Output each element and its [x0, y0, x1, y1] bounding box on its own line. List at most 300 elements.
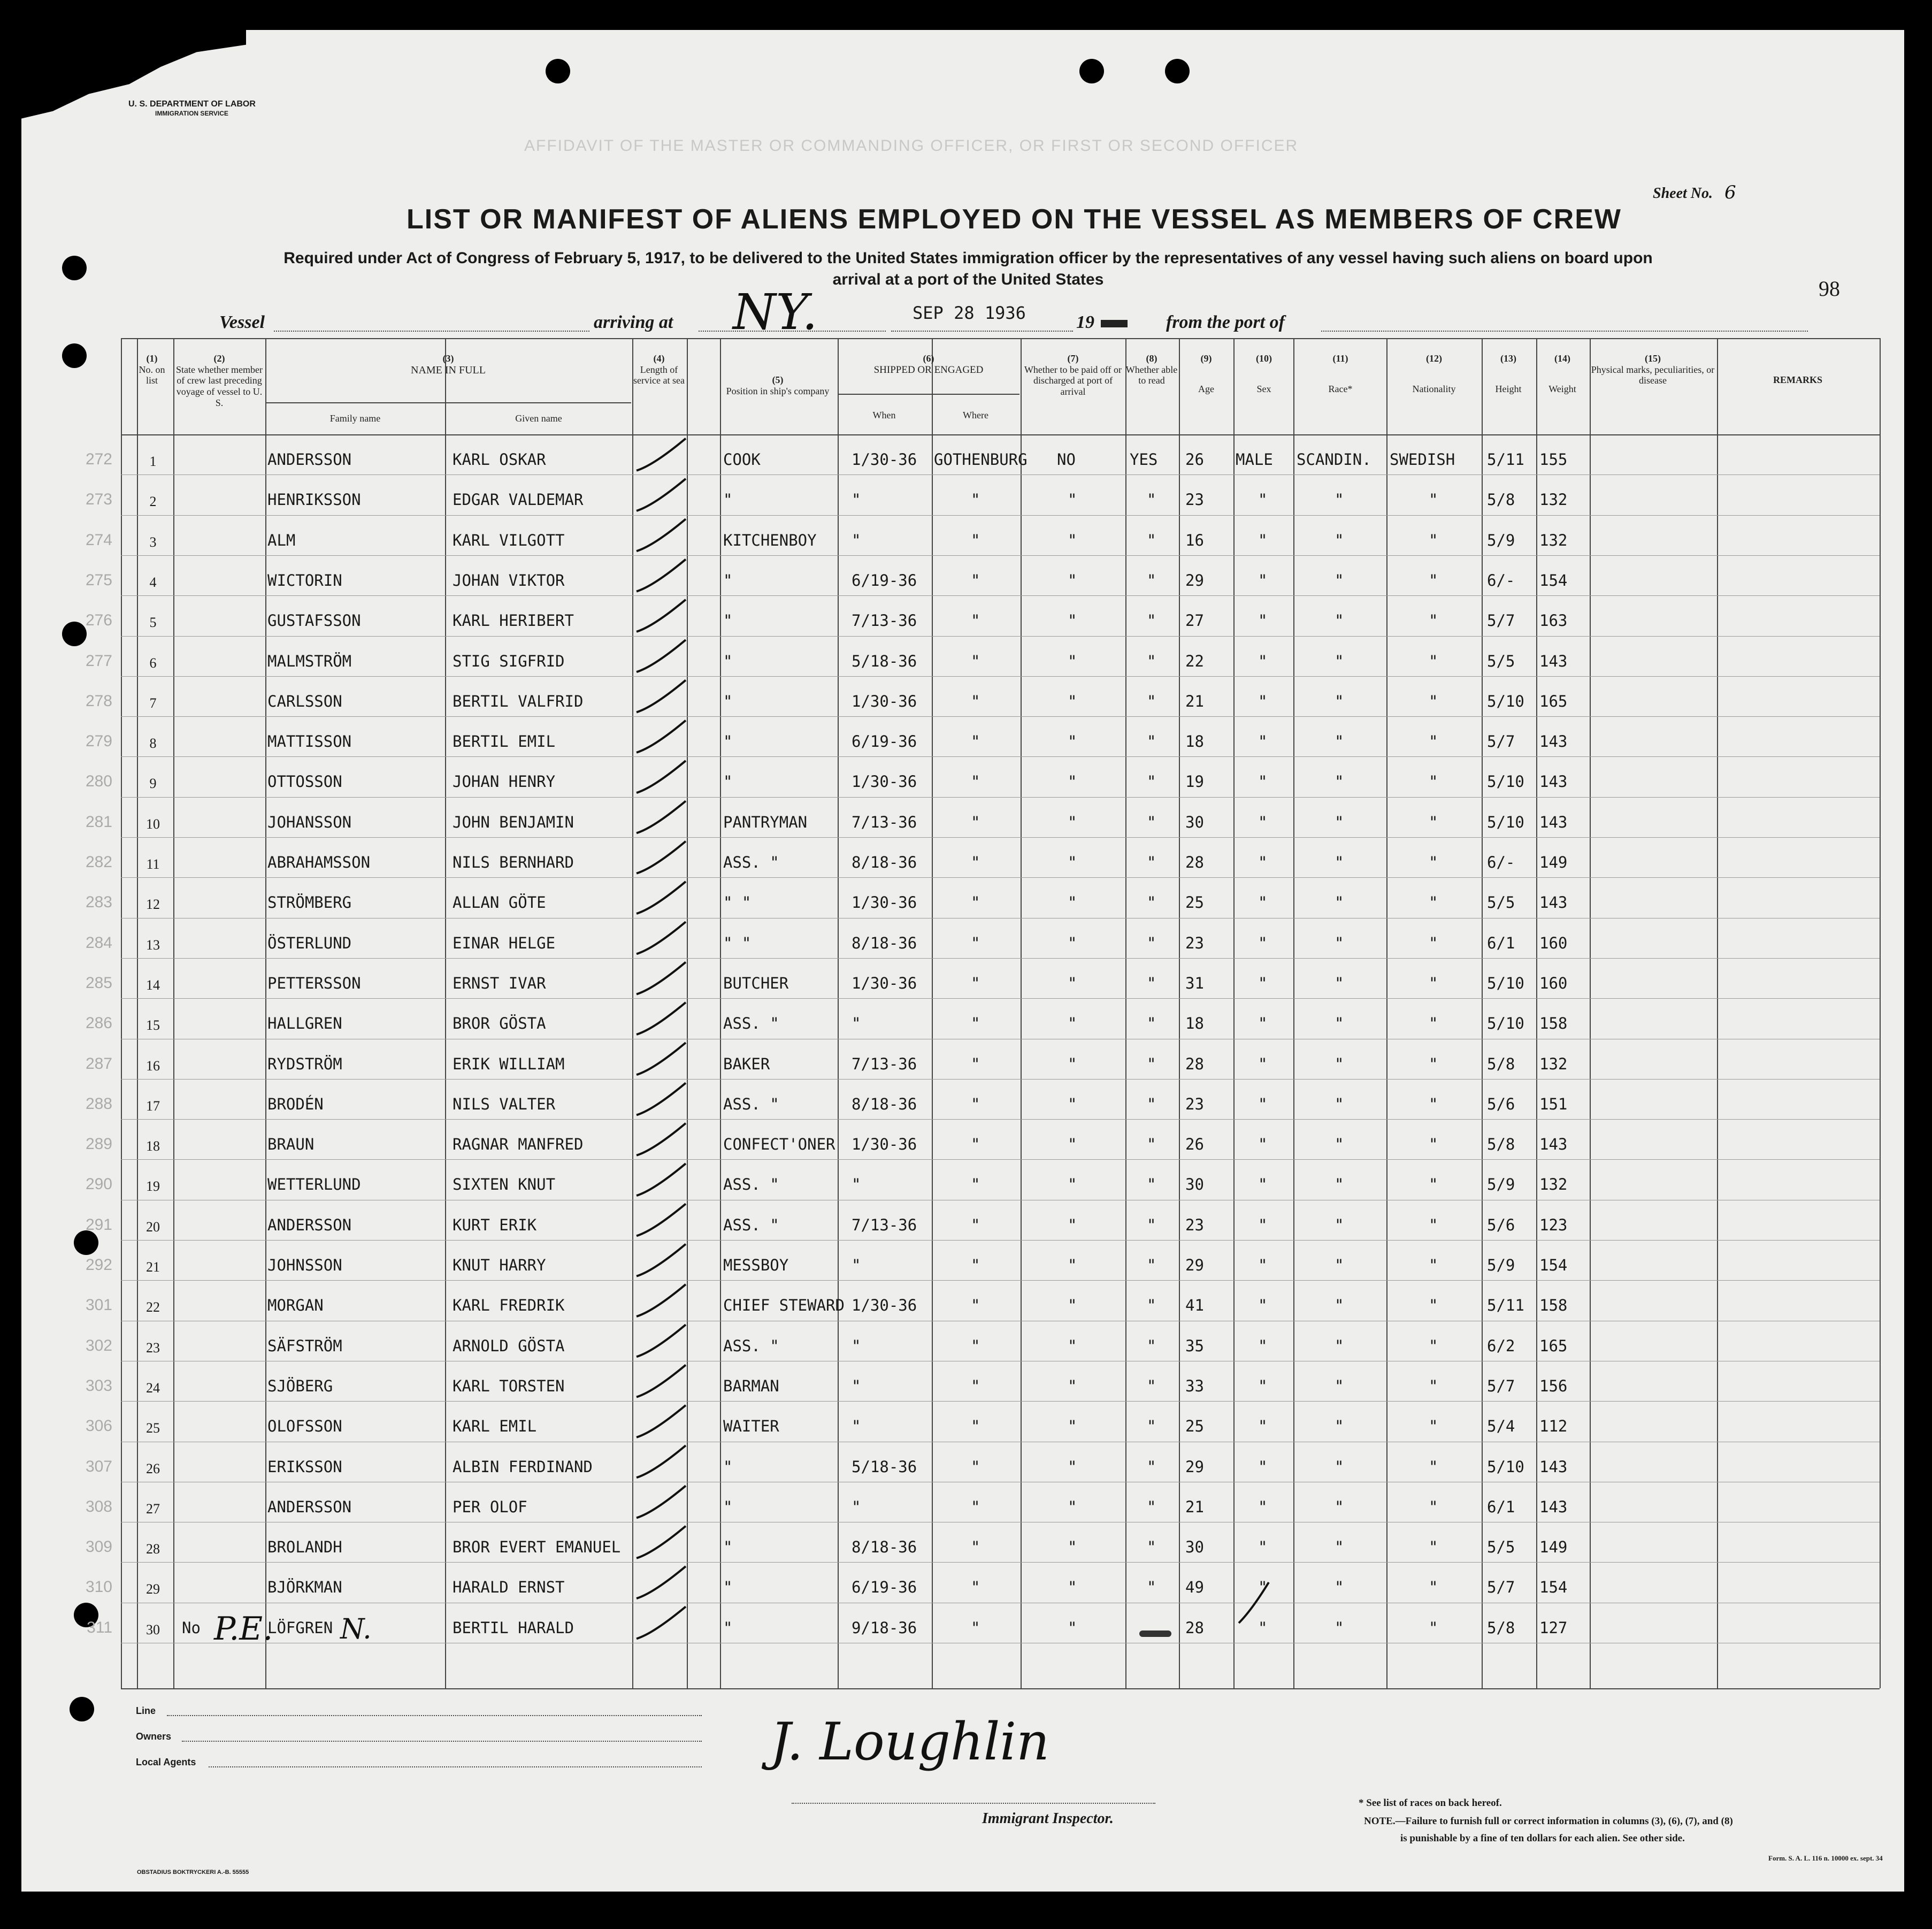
row-15-nationality: " — [1429, 1014, 1438, 1033]
row-30-race: " — [1335, 1618, 1344, 1637]
row-15-height: 5/10 — [1487, 1014, 1524, 1033]
row-16-family: RYDSTRÖM — [267, 1054, 342, 1073]
row-29-height: 5/7 — [1487, 1578, 1515, 1597]
row-2-race: " — [1335, 491, 1344, 509]
service-check-14 — [637, 962, 686, 994]
row-14-when: 1/30-36 — [852, 974, 917, 992]
table-top-border — [121, 338, 1880, 339]
family-name-header: Family name — [329, 413, 381, 424]
row-15-where: " — [971, 1014, 980, 1033]
row-28-weight: 149 — [1539, 1538, 1568, 1557]
row-rule — [121, 877, 1880, 878]
row-20-when: 7/13-36 — [852, 1215, 917, 1234]
row-23-line: 302 — [85, 1336, 112, 1354]
service-check-4 — [637, 560, 686, 592]
row-3-read: " — [1147, 531, 1156, 549]
row-30-given: BERTIL HARALD — [453, 1618, 574, 1637]
row-1-weight: 155 — [1539, 450, 1568, 469]
row-21-position: MESSBOY — [723, 1256, 789, 1274]
row-26-where: " — [971, 1457, 980, 1476]
service-check-3 — [637, 519, 686, 551]
year-blot — [1101, 320, 1128, 327]
row-rule — [121, 756, 1880, 757]
row-28-when: 8/18-36 — [852, 1538, 917, 1557]
row-27-age: 21 — [1185, 1497, 1204, 1516]
year-prefix: 19 — [1076, 312, 1094, 332]
row-8-age: 18 — [1185, 732, 1204, 751]
row-27-race: " — [1335, 1497, 1344, 1516]
row-20-no: 20 — [146, 1219, 160, 1235]
row-1-nationality: SWEDISH — [1390, 450, 1455, 469]
row-20-sex: " — [1258, 1215, 1268, 1234]
row-28-line: 309 — [85, 1538, 112, 1556]
row-17-paid: " — [1068, 1094, 1077, 1113]
row-13-height: 6/1 — [1487, 933, 1515, 952]
row-21-weight: 154 — [1539, 1256, 1568, 1274]
service-check-23 — [637, 1325, 686, 1357]
row-21-family: JOHNSSON — [267, 1256, 342, 1274]
row-28-where: " — [971, 1538, 980, 1557]
row-23-when: " — [852, 1336, 861, 1355]
row-2-age: 23 — [1185, 491, 1204, 509]
row-16-when: 7/13-36 — [852, 1054, 917, 1073]
row-14-weight: 160 — [1539, 974, 1568, 992]
row-27-family: ANDERSSON — [267, 1497, 352, 1516]
inspector-label: Immigrant Inspector. — [982, 1810, 1114, 1827]
row-18-weight: 143 — [1539, 1135, 1568, 1154]
row-18-position: CONFECT'ONER — [723, 1135, 835, 1154]
row-19-paid: " — [1068, 1175, 1077, 1194]
row-5-height: 5/7 — [1487, 611, 1515, 630]
row-10-height: 5/10 — [1487, 813, 1524, 831]
row-3-given: KARL VILGOTT — [453, 531, 565, 549]
row-15-age: 18 — [1185, 1014, 1204, 1033]
row-7-race: " — [1335, 692, 1344, 710]
row-9-position: " — [723, 772, 733, 791]
row-16-race: " — [1335, 1054, 1344, 1073]
row-30-c2: No — [182, 1618, 201, 1637]
row-12-sex: " — [1258, 893, 1268, 912]
row-2-position: " — [723, 491, 733, 509]
row-5-age: 27 — [1185, 611, 1204, 630]
row-30-family: LÖFGREN — [267, 1618, 333, 1637]
row-1-no: 1 — [149, 454, 157, 469]
row-3-position: KITCHENBOY — [723, 531, 817, 549]
from-port-label: from the port of — [1166, 312, 1285, 332]
row-24-height: 5/7 — [1487, 1376, 1515, 1395]
sheet-label: Sheet No. — [1653, 185, 1713, 202]
row-30-nationality: " — [1429, 1618, 1438, 1637]
row-7-nationality: " — [1429, 692, 1438, 710]
row-17-race: " — [1335, 1094, 1344, 1113]
column-rule — [1233, 338, 1235, 1688]
department-name: U. S. DEPARTMENT OF LABOR — [128, 99, 256, 109]
col15-header: (15) Physical marks, peculiarities, or disease — [1591, 353, 1715, 386]
row-26-paid: " — [1068, 1457, 1077, 1476]
row-16-age: 28 — [1185, 1054, 1204, 1073]
page-number: 98 — [1819, 277, 1840, 301]
col2-header: (2) State whether member of crew last preceding voyage of vessel to U. S. — [176, 353, 263, 408]
service-check-11 — [637, 841, 686, 874]
row-14-race: " — [1335, 974, 1344, 992]
penalty-note-1: NOTE.—Failure to furnish full or correct information in columns (3), (6), (7), and (8) — [1364, 1816, 1733, 1827]
row-9-line: 280 — [85, 772, 112, 791]
service-check-19 — [637, 1163, 686, 1196]
row-29-sex: " — [1258, 1578, 1268, 1597]
row-26-when: 5/18-36 — [852, 1457, 917, 1476]
row-21-height: 5/9 — [1487, 1256, 1515, 1274]
row-8-no: 8 — [149, 736, 157, 752]
column-rule — [1021, 338, 1022, 1688]
row-25-weight: 112 — [1539, 1417, 1568, 1436]
row-30-where: " — [971, 1618, 980, 1637]
row-5-when: 7/13-36 — [852, 611, 917, 630]
row-13-no: 13 — [146, 937, 160, 953]
row-22-height: 5/11 — [1487, 1296, 1524, 1315]
row-rule — [121, 555, 1880, 556]
row-30-paid: " — [1068, 1618, 1077, 1637]
row-11-nationality: " — [1429, 853, 1438, 871]
service-name: IMMIGRATION SERVICE — [155, 110, 228, 117]
row-30-line: 311 — [87, 1618, 112, 1636]
row-30-when: 9/18-36 — [852, 1618, 917, 1637]
row-15-position: ASS. " — [723, 1014, 779, 1033]
row-2-where: " — [971, 491, 980, 509]
service-check-30 — [637, 1606, 686, 1639]
row-14-height: 5/10 — [1487, 974, 1524, 992]
row-5-no: 5 — [149, 615, 157, 631]
row-1-where: GOTHENBURG — [934, 450, 1028, 469]
row-12-no: 12 — [146, 897, 160, 913]
line-field — [167, 1715, 702, 1716]
row-18-race: " — [1335, 1135, 1344, 1154]
row-29-nationality: " — [1429, 1578, 1438, 1597]
row-4-when: 6/19-36 — [852, 571, 917, 590]
row-27-when: " — [852, 1497, 861, 1516]
row-14-family: PETTERSSON — [267, 974, 361, 992]
read-scribble — [1139, 1631, 1171, 1637]
row-23-sex: " — [1258, 1336, 1268, 1355]
row-12-race: " — [1335, 893, 1344, 912]
row-8-nationality: " — [1429, 732, 1438, 751]
row-20-given: KURT ERIK — [453, 1215, 537, 1234]
row-2-given: EDGAR VALDEMAR — [453, 491, 584, 509]
row-1-paid: NO — [1057, 450, 1076, 469]
row-10-family: JOHANSSON — [267, 813, 352, 831]
row-1-when: 1/30-36 — [852, 450, 917, 469]
sheet-number: 6 — [1724, 182, 1736, 203]
service-check-8 — [637, 721, 686, 753]
row-13-read: " — [1147, 933, 1156, 952]
row-26-line: 307 — [85, 1457, 112, 1475]
row-12-height: 5/5 — [1487, 893, 1515, 912]
row-25-paid: " — [1068, 1417, 1077, 1436]
row-7-family: CARLSSON — [267, 692, 342, 710]
row-25-position: WAITER — [723, 1417, 779, 1436]
service-check-18 — [637, 1123, 686, 1155]
row-18-given: RAGNAR MANFRED — [453, 1135, 584, 1154]
row-23-weight: 165 — [1539, 1336, 1568, 1355]
row-13-line: 284 — [85, 933, 112, 952]
row-16-weight: 132 — [1539, 1054, 1568, 1073]
row-4-sex: " — [1258, 571, 1268, 590]
remarks-header: REMARKS — [1773, 374, 1822, 385]
row-23-nationality: " — [1429, 1336, 1438, 1355]
row-9-paid: " — [1068, 772, 1077, 791]
row-rule — [121, 1159, 1880, 1160]
row-rule — [121, 1240, 1880, 1241]
service-check-10 — [637, 801, 686, 833]
row-25-height: 5/4 — [1487, 1417, 1515, 1436]
row-29-age: 49 — [1185, 1578, 1204, 1597]
row-16-no: 16 — [146, 1058, 160, 1074]
row-14-given: ERNST IVAR — [453, 974, 546, 992]
column-rule — [932, 338, 933, 1688]
row-15-read: " — [1147, 1014, 1156, 1033]
row-6-given: STIG SIGFRID — [453, 652, 565, 670]
row-10-paid: " — [1068, 813, 1077, 831]
row-20-paid: " — [1068, 1215, 1077, 1234]
row-7-when: 1/30-36 — [852, 692, 917, 710]
punch-hole — [62, 343, 87, 368]
row-7-height: 5/10 — [1487, 692, 1524, 710]
row-10-read: " — [1147, 813, 1156, 831]
given-name-header: Given name — [515, 413, 562, 424]
row-12-family: STRÖMBERG — [267, 893, 352, 912]
row-17-nationality: " — [1429, 1094, 1438, 1113]
row-15-no: 15 — [146, 1017, 160, 1034]
row-9-read: " — [1147, 772, 1156, 791]
row-27-read: " — [1147, 1497, 1156, 1516]
row-10-sex: " — [1258, 813, 1268, 831]
row-15-given: BROR GÖSTA — [453, 1014, 546, 1033]
row-24-read: " — [1147, 1376, 1156, 1395]
row-10-position: PANTRYMAN — [723, 813, 808, 831]
row-24-given: KARL TORSTEN — [453, 1376, 565, 1395]
row-19-read: " — [1147, 1175, 1156, 1194]
service-check-20 — [637, 1204, 686, 1236]
row-rule — [121, 515, 1880, 516]
row-29-line: 310 — [85, 1578, 112, 1596]
row-21-age: 29 — [1185, 1256, 1204, 1274]
row-12-read: " — [1147, 893, 1156, 912]
row-22-position: CHIEF STEWARD — [723, 1296, 845, 1315]
vessel-label: Vessel — [219, 312, 265, 332]
row-30-age: 28 — [1185, 1618, 1204, 1637]
row-16-sex: " — [1258, 1054, 1268, 1073]
row-6-age: 22 — [1185, 652, 1204, 670]
row-25-given: KARL EMIL — [453, 1417, 537, 1436]
row-29-position: " — [723, 1578, 733, 1597]
column-rule — [1179, 338, 1180, 1688]
row-19-given: SIXTEN KNUT — [453, 1175, 556, 1194]
row-12-where: " — [971, 893, 980, 912]
agents-label: Local Agents — [136, 1757, 196, 1767]
row-28-read: " — [1147, 1538, 1156, 1557]
row-1-age: 26 — [1185, 450, 1204, 469]
row-28-height: 5/5 — [1487, 1538, 1515, 1557]
row-30-weight: 127 — [1539, 1618, 1568, 1637]
row-10-line: 281 — [85, 813, 112, 831]
row-rule — [121, 676, 1880, 677]
row-14-read: " — [1147, 974, 1156, 992]
line-label: Line — [136, 1705, 156, 1716]
row-13-weight: 160 — [1539, 933, 1568, 952]
row-5-where: " — [971, 611, 980, 630]
subtitle-line-1: Required under Act of Congress of February 5, 1917, to be delivered to the United States immigration officer by the representatives of any vessel having such aliens on board upon — [283, 249, 1653, 267]
row-24-paid: " — [1068, 1376, 1077, 1395]
service-check-16 — [637, 1043, 686, 1075]
row-2-weight: 132 — [1539, 491, 1568, 509]
row-9-age: 19 — [1185, 772, 1204, 791]
row-28-nationality: " — [1429, 1538, 1438, 1557]
column-rule — [1125, 338, 1126, 1688]
row-27-position: " — [723, 1497, 733, 1516]
row-8-given: BERTIL EMIL — [453, 732, 556, 751]
row-rule — [121, 636, 1880, 637]
row-29-family: BJÖRKMAN — [267, 1578, 342, 1597]
row-3-line: 274 — [85, 531, 112, 549]
row-19-weight: 132 — [1539, 1175, 1568, 1194]
row-22-nationality: " — [1429, 1296, 1438, 1315]
row-3-sex: " — [1258, 531, 1268, 549]
service-check-12 — [637, 882, 686, 914]
row-23-no: 23 — [146, 1339, 160, 1356]
row-4-line: 275 — [85, 571, 112, 589]
row-1-read: YES — [1130, 450, 1158, 469]
row-16-given: ERIK WILLIAM — [453, 1054, 565, 1073]
row-14-no: 14 — [146, 977, 160, 993]
where-header: Where — [963, 410, 988, 420]
row-29-where: " — [971, 1578, 980, 1597]
row-8-paid: " — [1068, 732, 1077, 751]
punch-hole — [1079, 59, 1104, 83]
service-check-17 — [637, 1083, 686, 1115]
row-rule — [121, 1280, 1880, 1281]
row-3-where: " — [971, 531, 980, 549]
row-10-where: " — [971, 813, 980, 831]
row-19-position: ASS. " — [723, 1175, 779, 1194]
row-30-position: " — [723, 1618, 733, 1637]
row-25-age: 25 — [1185, 1417, 1204, 1436]
row-20-position: ASS. " — [723, 1215, 779, 1234]
row-11-weight: 149 — [1539, 853, 1568, 871]
service-check-9 — [637, 761, 686, 793]
row-5-race: " — [1335, 611, 1344, 630]
row-11-sex: " — [1258, 853, 1268, 871]
row-19-race: " — [1335, 1175, 1344, 1194]
row-20-line: 291 — [85, 1215, 112, 1234]
row-14-age: 31 — [1185, 974, 1204, 992]
row-28-sex: " — [1258, 1538, 1268, 1557]
row-25-nationality: " — [1429, 1417, 1438, 1436]
row-6-nationality: " — [1429, 652, 1438, 670]
row-1-sex: MALE — [1236, 450, 1273, 469]
row-22-when: 1/30-36 — [852, 1296, 917, 1315]
row-2-nationality: " — [1429, 491, 1438, 509]
punch-hole — [74, 1230, 98, 1255]
row-25-where: " — [971, 1417, 980, 1436]
row-3-height: 5/9 — [1487, 531, 1515, 549]
arriving-port-handwritten: NY. — [733, 284, 818, 341]
row-27-no: 27 — [146, 1501, 160, 1517]
row-4-family: WICTORIN — [267, 571, 342, 590]
row-4-where: " — [971, 571, 980, 590]
row-19-no: 19 — [146, 1178, 160, 1195]
service-check-25 — [637, 1405, 686, 1437]
row-4-paid: " — [1068, 571, 1077, 590]
row-20-nationality: " — [1429, 1215, 1438, 1234]
row-17-no: 17 — [146, 1098, 160, 1114]
row-7-sex: " — [1258, 692, 1268, 710]
row-2-line: 273 — [85, 491, 112, 509]
row-16-where: " — [971, 1054, 980, 1073]
row-24-race: " — [1335, 1376, 1344, 1395]
row-20-family: ANDERSSON — [267, 1215, 352, 1234]
service-check-24 — [637, 1365, 686, 1397]
row-3-no: 3 — [149, 534, 157, 550]
column-rule — [1293, 338, 1294, 1688]
row-5-weight: 163 — [1539, 611, 1568, 630]
row-22-age: 41 — [1185, 1296, 1204, 1315]
row-22-paid: " — [1068, 1296, 1077, 1315]
col12-header: (12) Nationality — [1412, 353, 1456, 394]
row-15-paid: " — [1068, 1014, 1077, 1033]
date-stamp: SEP 28 1936 — [913, 303, 1026, 323]
row-23-where: " — [971, 1336, 980, 1355]
row-2-read: " — [1147, 491, 1156, 509]
row-3-nationality: " — [1429, 531, 1438, 549]
row-16-height: 5/8 — [1487, 1054, 1515, 1073]
service-check-22 — [637, 1284, 686, 1316]
row-7-where: " — [971, 692, 980, 710]
subtitle-line-2: arrival at a port of the United States — [832, 271, 1104, 288]
row-27-weight: 143 — [1539, 1497, 1568, 1516]
row-10-age: 30 — [1185, 813, 1204, 831]
row-23-read: " — [1147, 1336, 1156, 1355]
row-2-height: 5/8 — [1487, 491, 1515, 509]
row-4-given: JOHAN VIKTOR — [453, 571, 565, 590]
row-28-given: BROR EVERT EMANUEL — [453, 1538, 621, 1557]
service-check-6 — [637, 640, 686, 672]
row-18-sex: " — [1258, 1135, 1268, 1154]
row-28-no: 28 — [146, 1541, 160, 1557]
sex-check-mark — [1236, 1578, 1273, 1626]
row-3-paid: " — [1068, 531, 1077, 549]
row-30-height: 5/8 — [1487, 1618, 1515, 1637]
row-27-given: PER OLOF — [453, 1497, 527, 1516]
row-rule — [121, 1562, 1880, 1563]
col14-header: (14) Weight — [1548, 353, 1576, 394]
punch-hole — [70, 1697, 94, 1721]
arriving-label: arriving at — [594, 312, 673, 332]
printer-imprint: OBSTADIUS BOKTRYCKERI A.-B. 55555 — [137, 1869, 249, 1876]
row-6-no: 6 — [149, 655, 157, 671]
row-1-given: KARL OSKAR — [453, 450, 546, 469]
column-rule — [838, 338, 839, 1688]
row-10-given: JOHN BENJAMIN — [453, 813, 574, 831]
row-19-age: 30 — [1185, 1175, 1204, 1194]
row-6-height: 5/5 — [1487, 652, 1515, 670]
torn-corner — [21, 30, 246, 153]
row-19-line: 290 — [85, 1175, 112, 1193]
row-23-family: SÄFSTRÖM — [267, 1336, 342, 1355]
row-10-weight: 143 — [1539, 813, 1568, 831]
row-17-age: 23 — [1185, 1094, 1204, 1113]
row-17-when: 8/18-36 — [852, 1094, 917, 1113]
name-subheader-line — [265, 402, 631, 403]
row-8-race: " — [1335, 732, 1344, 751]
